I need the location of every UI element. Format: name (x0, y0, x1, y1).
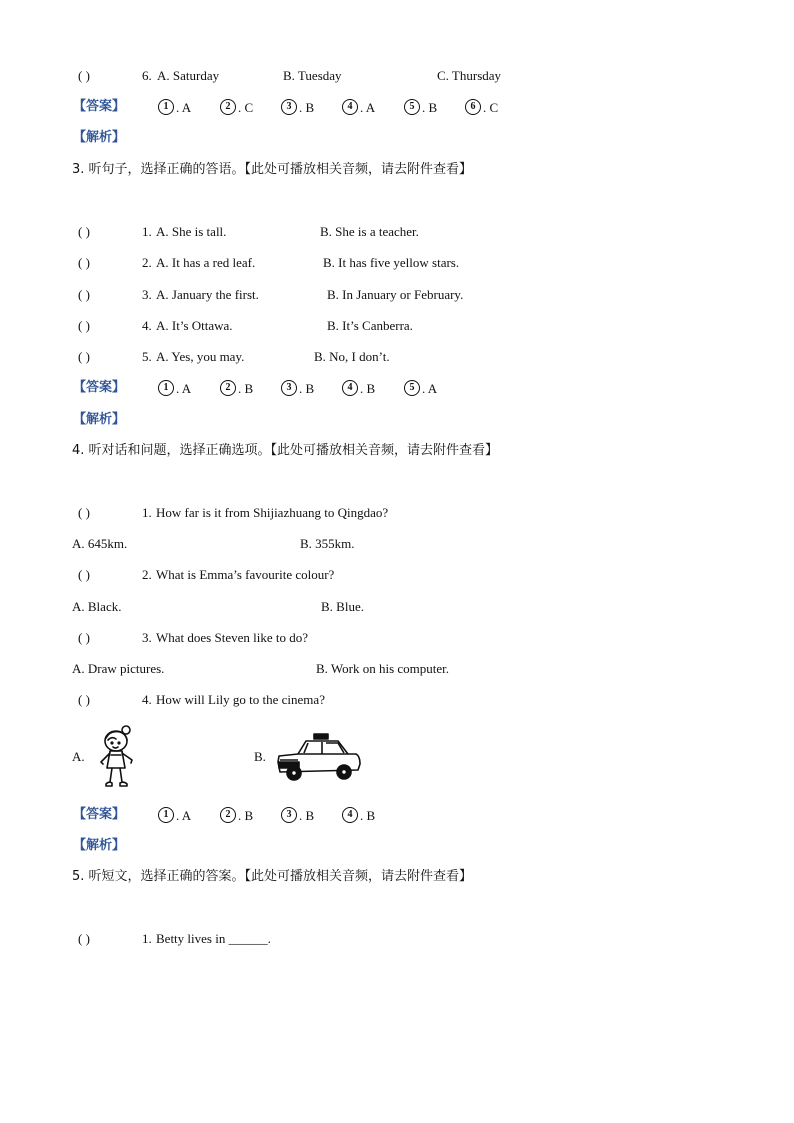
option-a: A. It’s Ottawa. (156, 318, 233, 333)
option-a: A. January the first. (156, 287, 259, 302)
option-b: B. No, I don’t. (314, 349, 390, 364)
answer-item (220, 377, 253, 400)
question-number: 3. (142, 287, 152, 302)
question-row (0, 315, 794, 337)
answer-item (220, 96, 253, 119)
section-title (0, 440, 794, 462)
answer-blank: ( ) (78, 505, 90, 520)
question-number: 5. (142, 349, 152, 364)
option-a: A. 645km. (72, 536, 128, 551)
section-title (0, 159, 794, 181)
answer-item (404, 96, 437, 119)
option-a: A. Draw pictures. (72, 661, 165, 676)
answer-item (342, 96, 375, 119)
question-text: What does Steven like to do? (156, 630, 308, 645)
question-text: How will Lily go to the cinema? (156, 692, 325, 707)
answer-item (158, 377, 191, 400)
girl-walking-icon (94, 724, 140, 794)
answer-value: . B (360, 381, 376, 397)
answer-blank: ( ) (78, 255, 90, 270)
question-row (0, 65, 794, 87)
option-a: A. She is tall. (156, 224, 227, 239)
circled-number: 4 (342, 380, 358, 396)
circled-number: 3 (281, 807, 297, 823)
option-a: A. (72, 749, 85, 764)
analysis-row (0, 127, 794, 149)
answer-item (465, 96, 498, 119)
question-number: 3. (142, 630, 152, 645)
question-row (0, 252, 794, 274)
analysis-label: 【解析】 (73, 412, 126, 427)
circled-number: 2 (220, 380, 236, 396)
answer-value: . B (360, 808, 376, 824)
circled-number: 1 (158, 380, 174, 396)
option-b: B. She is a teacher. (320, 224, 419, 239)
answer-blank: ( ) (78, 68, 90, 83)
section-4-title: 4. 听对话和问题，选择正确选项。【此处可播放相关音频，请去附件查看】 (72, 443, 499, 458)
question-text: Betty lives in ______. (156, 931, 271, 946)
option-b: B. Blue. (321, 599, 364, 614)
answer-value: . B (422, 100, 438, 116)
answer-blank: ( ) (78, 224, 90, 239)
answer-item (220, 804, 253, 827)
answer-item (342, 804, 375, 827)
answer-value: . B (238, 381, 254, 397)
answer-item (281, 377, 314, 400)
circled-number: 3 (281, 380, 297, 396)
question-number: 2. (142, 567, 152, 582)
answer-blank: ( ) (78, 349, 90, 364)
taxi-icon (276, 732, 362, 784)
question-row (0, 627, 794, 649)
section-5-title: 5. 听短文，选择正确的答案。【此处可播放相关音频，请去附件查看】 (72, 869, 473, 884)
section-3-title: 3. 听句子，选择正确的答语。【此处可播放相关音频，请去附件查看】 (72, 162, 473, 177)
option-c: C. Thursday (437, 68, 502, 83)
circled-number: 2 (220, 99, 236, 115)
answer-value: . A (176, 381, 192, 397)
options-row (0, 596, 794, 618)
circled-number: 1 (158, 99, 174, 115)
answer-label: 【答案】 (73, 99, 126, 114)
answer-value: . B (299, 381, 315, 397)
answer-row (0, 377, 794, 399)
question-number: 4. (142, 318, 152, 333)
answer-blank: ( ) (78, 692, 90, 707)
option-b: B. Tuesday (283, 68, 342, 83)
answer-value: . C (483, 100, 499, 116)
question-number: 1. (142, 224, 152, 239)
option-b: B. It has five yellow stars. (323, 255, 460, 270)
question-row (0, 346, 794, 368)
answer-item (404, 377, 437, 400)
answer-value: . B (299, 100, 315, 116)
circled-number: 5 (404, 380, 420, 396)
circled-number: 3 (281, 99, 297, 115)
answer-item (342, 377, 375, 400)
circled-number: 4 (342, 807, 358, 823)
question-number: 4. (142, 692, 152, 707)
answer-item (281, 804, 314, 827)
answer-value: . B (238, 808, 254, 824)
answer-value: . A (360, 100, 376, 116)
question-number: 1. (142, 505, 152, 520)
answer-blank: ( ) (78, 287, 90, 302)
question-row (0, 689, 794, 711)
answer-blank: ( ) (78, 567, 90, 582)
answer-blank: ( ) (78, 931, 90, 946)
analysis-row (0, 409, 794, 431)
options-row (0, 658, 794, 680)
answer-item (158, 96, 191, 119)
answer-label: 【答案】 (73, 807, 126, 822)
question-text: What is Emma’s favourite colour? (156, 567, 335, 582)
answer-value: . A (176, 100, 192, 116)
section-title (0, 866, 794, 888)
answer-item (158, 804, 191, 827)
option-b: B. Work on his computer. (316, 661, 450, 676)
analysis-row (0, 835, 794, 857)
analysis-label: 【解析】 (73, 838, 126, 853)
option-b: B. In January or February. (327, 287, 464, 302)
question-row (0, 502, 794, 524)
option-b: B. 355km. (300, 536, 355, 551)
answer-row (0, 804, 794, 826)
answer-blank: ( ) (78, 318, 90, 333)
option-a: A. Saturday (157, 68, 220, 83)
circled-number: 2 (220, 807, 236, 823)
question-number: 6. (142, 68, 152, 83)
question-row (0, 928, 794, 950)
option-b: B. (254, 749, 266, 764)
question-text: How far is it from Shijiazhuang to Qingdao? (156, 505, 389, 520)
question-number: 1. (142, 931, 152, 946)
option-a: A. It has a red leaf. (156, 255, 256, 270)
question-row (0, 284, 794, 306)
option-a: A. Yes, you may. (156, 349, 245, 364)
answer-label: 【答案】 (73, 380, 126, 395)
answer-value: . A (176, 808, 192, 824)
answer-value: . A (422, 381, 438, 397)
answer-blank: ( ) (78, 630, 90, 645)
analysis-label: 【解析】 (73, 130, 126, 145)
circled-number: 6 (465, 99, 481, 115)
option-b: B. It’s Canberra. (327, 318, 413, 333)
option-a: A. Black. (72, 599, 122, 614)
answer-item (281, 96, 314, 119)
circled-number: 4 (342, 99, 358, 115)
circled-number: 1 (158, 807, 174, 823)
question-number: 2. (142, 255, 152, 270)
answer-row (0, 96, 794, 118)
question-row (0, 564, 794, 586)
answer-value: . B (299, 808, 315, 824)
circled-number: 5 (404, 99, 420, 115)
question-row (0, 221, 794, 243)
answer-value: . C (238, 100, 254, 116)
options-row (0, 533, 794, 555)
